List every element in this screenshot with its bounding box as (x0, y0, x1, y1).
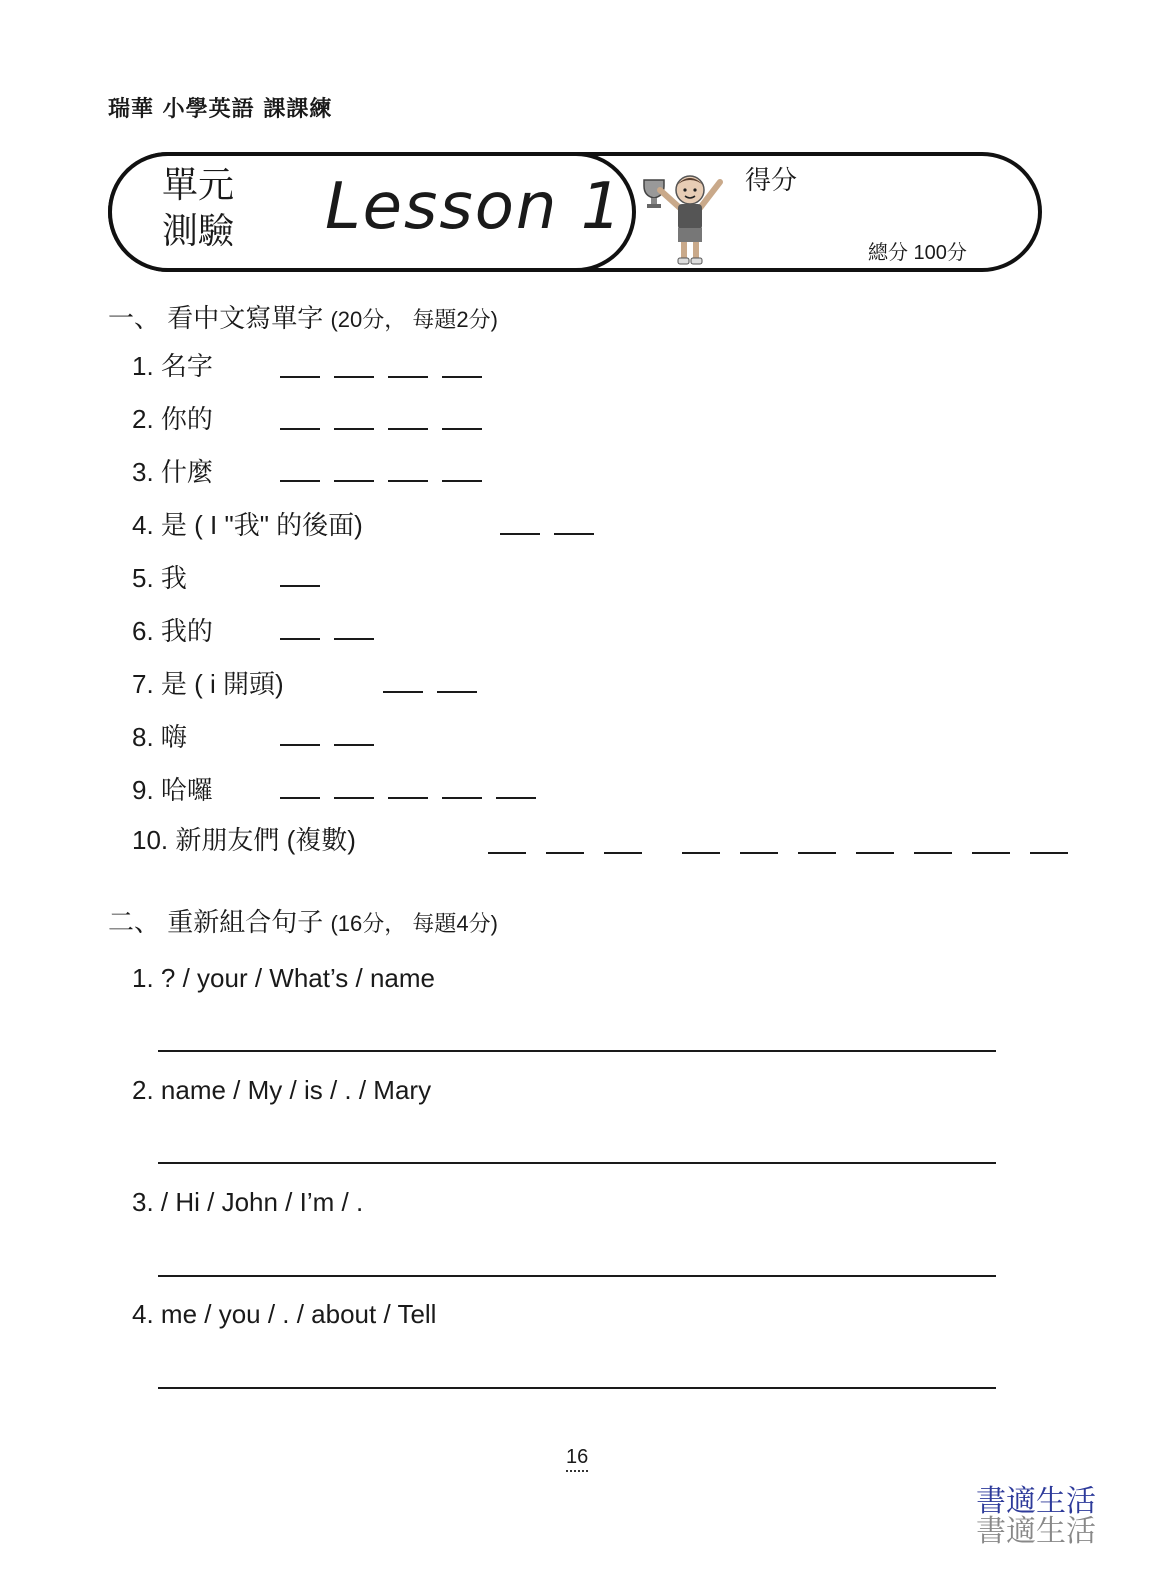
section1-heading (108, 298, 498, 335)
section2-title: 二、 重新組合句子 (108, 907, 324, 937)
series-title: 瑞華 小學英語 課課練 (108, 97, 333, 122)
letter-blank[interactable] (280, 797, 320, 799)
letter-blank[interactable] (334, 797, 374, 799)
letter-blank[interactable] (383, 691, 423, 693)
letter-blank[interactable] (442, 480, 482, 482)
vocab-question-7: 7. 是 ( i 開頭) (132, 669, 284, 699)
letter-blank[interactable] (388, 480, 428, 482)
letter-blank[interactable] (280, 480, 320, 482)
letter-blank[interactable] (546, 852, 584, 854)
sentence-question-1: 1. ? / your / What’s / name (132, 963, 435, 993)
letter-blank[interactable] (496, 797, 536, 799)
section2-heading (108, 902, 498, 939)
watermark: 書適生活 (976, 1484, 1096, 1519)
answer-line-3[interactable] (158, 1275, 996, 1277)
watermark-shadow: 書適生活 (976, 1514, 1096, 1549)
letter-blank[interactable] (388, 797, 428, 799)
letter-blank[interactable] (334, 376, 374, 378)
letter-blank[interactable] (442, 428, 482, 430)
unit-label-line1: 單元 (162, 165, 235, 206)
letter-blank[interactable] (280, 638, 320, 640)
sentence-question-3: 3. / Hi / John / I’m / . (132, 1187, 364, 1217)
sentence-question-4: 4. me / you / . / about / Tell (132, 1299, 437, 1329)
letter-blank[interactable] (334, 638, 374, 640)
letter-blank[interactable] (334, 428, 374, 430)
vocab-question-10: 10. 新朋友們 (複數) (132, 825, 356, 855)
vocab-question-8: 8. 嗨 (132, 722, 187, 752)
letter-blank[interactable] (280, 428, 320, 430)
letter-blank[interactable] (388, 376, 428, 378)
answer-line-2[interactable] (158, 1162, 996, 1164)
section2-points: (16分， 每題4分) (330, 911, 498, 936)
letter-blank[interactable] (972, 852, 1010, 854)
sentence-question-2: 2. name / My / is / . / Mary (132, 1075, 432, 1105)
lesson-title: Lesson 1 (325, 170, 624, 244)
vocab-question-9: 9. 哈囉 (132, 775, 213, 805)
letter-blank[interactable] (604, 852, 642, 854)
unit-test-label (162, 164, 234, 256)
vocab-question-2: 2. 你的 (132, 404, 213, 434)
letter-blank[interactable] (488, 852, 526, 854)
letter-blank[interactable] (388, 428, 428, 430)
section1-points: (20分， 每題2分) (330, 307, 498, 332)
score-label: 得分 (745, 165, 798, 195)
vocab-question-4: 4. 是 ( I "我" 的後面) (132, 510, 363, 540)
letter-blank[interactable] (334, 744, 374, 746)
page-number: 16 (566, 1446, 588, 1472)
letter-blank[interactable] (280, 744, 320, 746)
letter-blank[interactable] (442, 797, 482, 799)
letter-blank[interactable] (554, 533, 594, 535)
vocab-question-1: 1. 名字 (132, 351, 213, 381)
total-score-label: 總分 100分 (868, 242, 967, 264)
letter-blank[interactable] (798, 852, 836, 854)
answer-line-1[interactable] (158, 1050, 996, 1052)
section1-title: 一、 看中文寫單字 (108, 303, 324, 333)
vocab-question-3: 3. 什麼 (132, 457, 213, 487)
letter-blank[interactable] (442, 376, 482, 378)
letter-blank[interactable] (1030, 852, 1068, 854)
letter-blank[interactable] (280, 585, 320, 587)
answer-line-4[interactable] (158, 1387, 996, 1389)
letter-blank[interactable] (437, 691, 477, 693)
letter-blank[interactable] (280, 376, 320, 378)
unit-label-line2: 測驗 (162, 211, 235, 252)
letter-blank[interactable] (682, 852, 720, 854)
letter-blank[interactable] (856, 852, 894, 854)
boy-with-trophy-icon (640, 160, 740, 268)
vocab-question-6: 6. 我的 (132, 616, 213, 646)
vocab-question-5: 5. 我 (132, 563, 187, 593)
letter-blank[interactable] (500, 533, 540, 535)
letter-blank[interactable] (334, 480, 374, 482)
letter-blank[interactable] (740, 852, 778, 854)
letter-blank[interactable] (914, 852, 952, 854)
